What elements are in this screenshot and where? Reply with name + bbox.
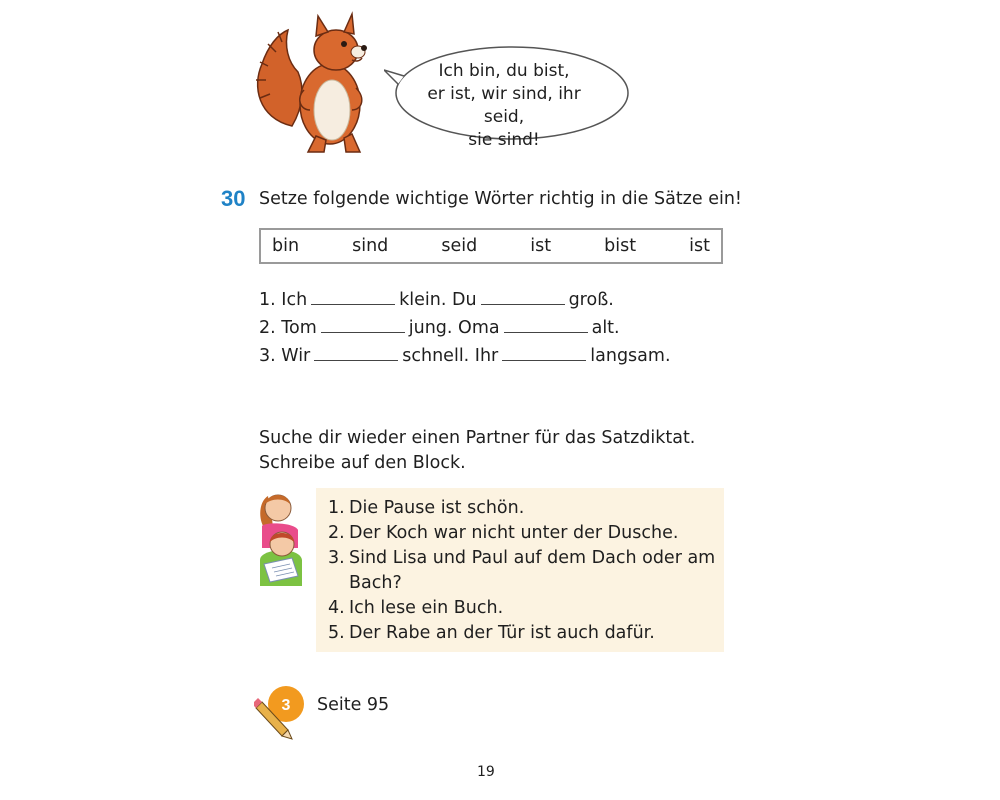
sentence-text: groß. <box>568 290 614 310</box>
word-bank-item: bist <box>604 236 637 256</box>
dictation-item-number: 1. <box>328 498 345 518</box>
sentence-text: Wir <box>281 346 311 366</box>
dictation-intro-line: Schreibe auf den Block. <box>259 453 466 473</box>
sentence-number: 1. <box>259 290 276 310</box>
word-bank-item: bin <box>272 236 300 256</box>
dictation-item <box>328 621 718 646</box>
sentence-1 <box>259 286 671 314</box>
dictation-item-text: Der Koch war nicht unter der Dusche. <box>349 523 679 543</box>
sentence-number: 2. <box>259 318 276 338</box>
dictation-item-text: Die Pause ist schön. <box>349 498 525 518</box>
dictation-item-number: 4. <box>328 598 345 618</box>
exercise-number: 30 <box>221 186 246 211</box>
dictation-item <box>328 521 718 546</box>
bubble-line: sie sind! <box>468 130 540 150</box>
word-bank <box>259 228 723 264</box>
word-bank-item: ist <box>530 236 552 256</box>
sentence-3 <box>259 342 671 370</box>
word-bank-item: ist <box>689 236 710 256</box>
bubble-line: er ist, wir sind, ihr seid, <box>427 84 581 127</box>
pencil-badge-number: 3 <box>281 697 291 714</box>
sentence-text: Ich <box>281 290 308 310</box>
partner-kids-icon <box>254 486 312 590</box>
squirrel-illustration <box>248 6 380 158</box>
sentence-text: langsam. <box>590 346 671 366</box>
blank-field[interactable] <box>311 287 395 305</box>
pencil-icon <box>254 682 308 740</box>
word-bank-item: seid <box>441 236 478 256</box>
dictation-intro <box>259 426 695 476</box>
dictation-item-text: Der Rabe an der Tür ist auch dafür. <box>349 623 655 643</box>
dictation-item-number: 2. <box>328 523 345 543</box>
page-number: 19 <box>477 764 495 780</box>
blank-field[interactable] <box>481 287 565 305</box>
sentence-number: 3. <box>259 346 276 366</box>
sentence-text: alt. <box>591 318 620 338</box>
dictation-item <box>328 496 718 521</box>
exercise-instruction: Setze folgende wichtige Wörter richtig in die Sätze ein! <box>259 189 742 209</box>
dictation-item-number: 5. <box>328 623 345 643</box>
blank-field[interactable] <box>321 315 405 333</box>
word-bank-item: sind <box>352 236 389 256</box>
dictation-item <box>328 546 718 596</box>
blank-field[interactable] <box>314 343 398 361</box>
sentence-text: schnell. Ihr <box>402 346 499 366</box>
page-reference: Seite 95 <box>317 695 390 715</box>
sentence-list <box>259 286 671 370</box>
dictation-item-text: Ich lese ein Buch. <box>349 598 504 618</box>
dictation-intro-line: Suche dir wieder einen Partner für das Satzdiktat. <box>259 428 696 448</box>
speech-bubble-text <box>410 60 598 152</box>
sentence-text: klein. Du <box>399 290 477 310</box>
bubble-line: Ich bin, du bist, <box>438 61 570 81</box>
sentence-text: jung. Oma <box>408 318 500 338</box>
blank-field[interactable] <box>504 315 588 333</box>
dictation-list <box>328 496 718 646</box>
blank-field[interactable] <box>502 343 586 361</box>
dictation-item-number: 3. <box>328 548 345 568</box>
dictation-item <box>328 596 718 621</box>
sentence-text: Tom <box>281 318 317 338</box>
sentence-2 <box>259 314 671 342</box>
dictation-item-text: Sind Lisa und Paul auf dem Dach oder am Bach? <box>349 548 716 593</box>
